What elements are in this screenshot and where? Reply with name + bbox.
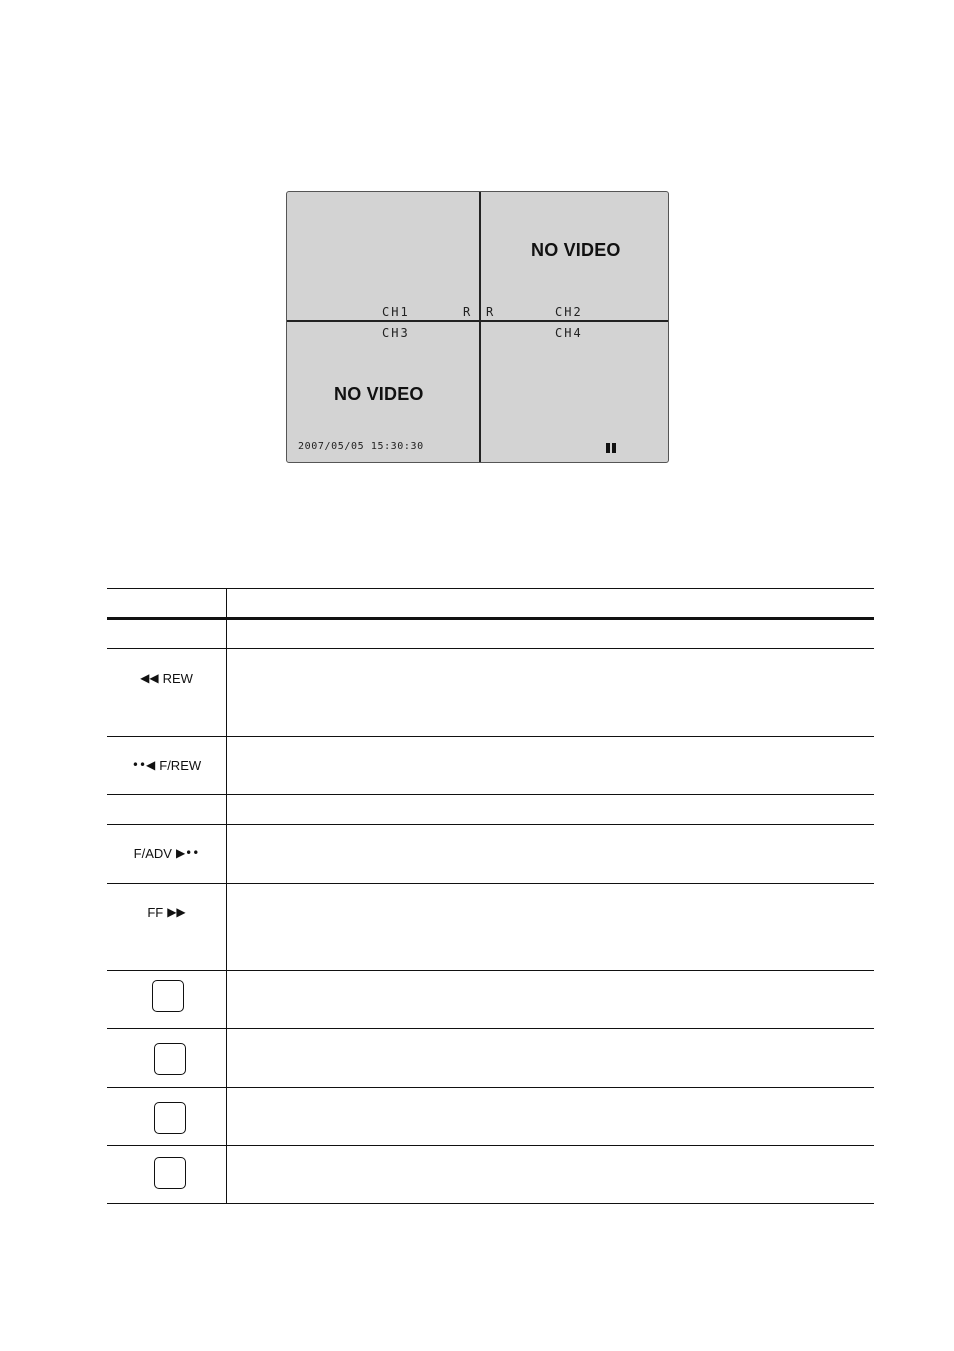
channel-label-ch4: CH4 (555, 326, 583, 340)
row-rule (107, 794, 874, 795)
channel-label-ch2: CH2 (555, 305, 583, 319)
row-rule (107, 883, 874, 884)
record-indicator-ch1: R (463, 305, 471, 319)
row-rule (107, 1145, 874, 1146)
table-header-rule (107, 617, 874, 620)
column-divider (226, 588, 227, 1204)
rewind-icon: ◀◀ (140, 671, 159, 685)
key-button-icon (154, 1157, 186, 1189)
channel-label-ch1: CH1 (382, 305, 410, 319)
key-button-icon (152, 980, 184, 1012)
row-rule (107, 736, 874, 737)
table-row-rew (107, 668, 226, 688)
table-top-rule (107, 588, 874, 589)
timestamp: 2007/05/05 15:30:30 (298, 441, 424, 452)
no-video-ch3: NO VIDEO (334, 384, 424, 404)
no-video-ch2: NO VIDEO (531, 240, 621, 260)
frew-label: F/REW (159, 757, 202, 773)
playback-function-table (107, 588, 874, 1204)
table-row-frew (107, 755, 226, 775)
table-row-fadv (107, 843, 226, 863)
fadv-label: F/ADV (133, 845, 172, 861)
key-button-icon (154, 1043, 186, 1075)
row-rule (107, 648, 874, 649)
pause-icon (605, 443, 618, 453)
frame-advance-icon: ▶•• (175, 846, 200, 860)
dvr-quad-screen (286, 191, 669, 463)
rew-label: REW (162, 670, 193, 686)
row-rule (107, 824, 874, 825)
frame-rewind-icon: ••◀ (131, 758, 156, 772)
row-rule (107, 1028, 874, 1029)
vertical-divider (479, 192, 481, 462)
row-rule (107, 970, 874, 971)
key-button-icon (154, 1102, 186, 1134)
table-row-ff (107, 902, 226, 922)
horizontal-divider (287, 320, 668, 322)
ff-label: FF (147, 904, 164, 920)
fast-forward-icon: ▶▶ (167, 905, 186, 919)
channel-label-ch3: CH3 (382, 326, 410, 340)
record-indicator-ch2: R (486, 305, 494, 319)
table-bottom-rule (107, 1203, 874, 1204)
row-rule (107, 1087, 874, 1088)
